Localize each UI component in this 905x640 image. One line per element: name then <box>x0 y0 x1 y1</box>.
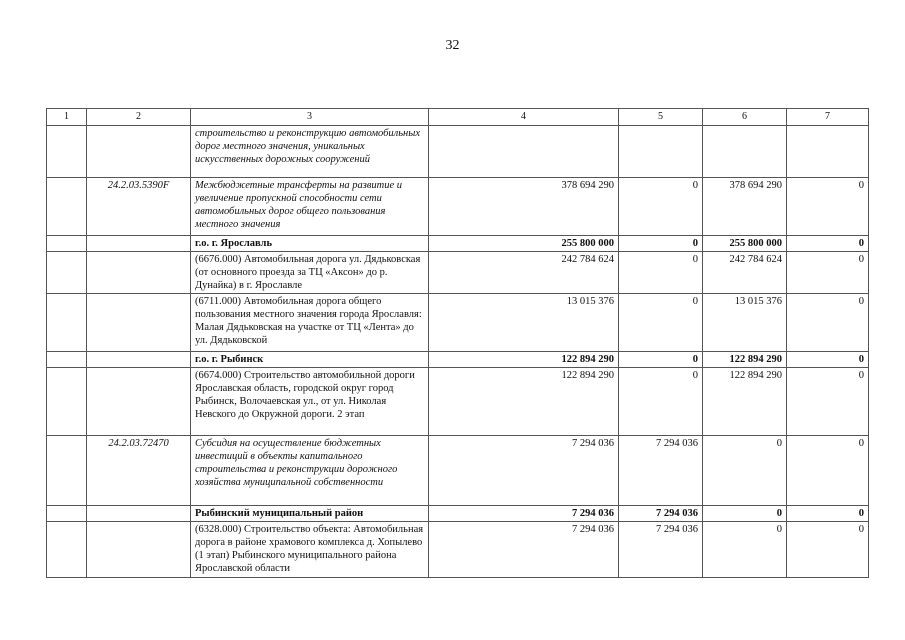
table-header-row <box>47 109 869 126</box>
column-header: 6 <box>703 109 787 126</box>
description-cell: г.о. г. Рыбинск <box>191 352 429 368</box>
amount-cell: 0 <box>619 236 703 252</box>
description-cell: (6711.000) Автомобильная дорога общего пользования местного значения города Ярославля: Малая Дядьковская на участке от ТЦ «Лента» до ул. Дядьковской <box>191 294 429 352</box>
row-index-cell <box>47 368 87 436</box>
amount-cell: 0 <box>787 352 869 368</box>
row-index-cell <box>47 506 87 522</box>
row-index-cell <box>47 178 87 236</box>
amount-cell <box>429 126 619 178</box>
table-row <box>47 294 869 352</box>
table-row <box>47 506 869 522</box>
amount-cell: 13 015 376 <box>703 294 787 352</box>
table-row <box>47 522 869 578</box>
amount-cell: 255 800 000 <box>429 236 619 252</box>
amount-cell <box>787 126 869 178</box>
table-row <box>47 368 869 436</box>
amount-cell: 122 894 290 <box>429 368 619 436</box>
budget-table <box>46 108 869 578</box>
amount-cell: 255 800 000 <box>703 236 787 252</box>
amount-cell: 0 <box>787 506 869 522</box>
amount-cell: 7 294 036 <box>619 522 703 578</box>
amount-cell: 0 <box>619 294 703 352</box>
amount-cell: 7 294 036 <box>619 506 703 522</box>
amount-cell: 0 <box>787 236 869 252</box>
code-cell <box>87 126 191 178</box>
amount-cell: 7 294 036 <box>619 436 703 506</box>
code-cell <box>87 294 191 352</box>
column-header: 4 <box>429 109 619 126</box>
code-cell <box>87 352 191 368</box>
amount-cell: 0 <box>787 368 869 436</box>
description-cell: Межбюджетные трансферты на развитие и увеличение пропускной способности сети автомобильных дорог общего пользования местного значения <box>191 178 429 236</box>
table-row <box>47 178 869 236</box>
table-row <box>47 352 869 368</box>
table-row <box>47 436 869 506</box>
amount-cell: 0 <box>619 352 703 368</box>
code-cell <box>87 368 191 436</box>
amount-cell: 378 694 290 <box>703 178 787 236</box>
description-cell: (6676.000) Автомобильная дорога ул. Дядьковская (от основного проезда за ТЦ «Аксон» до р. Дунайка) в г. Ярославле <box>191 252 429 294</box>
amount-cell: 0 <box>619 178 703 236</box>
description-cell: строительство и реконструкцию автомобильных дорог местного значения, уникальных искусственных дорожных сооружений <box>191 126 429 178</box>
amount-cell: 0 <box>787 252 869 294</box>
row-index-cell <box>47 522 87 578</box>
row-index-cell <box>47 252 87 294</box>
code-cell <box>87 522 191 578</box>
amount-cell: 0 <box>787 294 869 352</box>
page-number: 32 <box>445 38 460 53</box>
amount-cell: 242 784 624 <box>703 252 787 294</box>
description-cell: (6674.000) Строительство автомобильной дороги Ярославская область, городской округ город Рыбинск, Волочаевская ул., от ул. Николая Невского до Окружной дороги. 2 этап <box>191 368 429 436</box>
amount-cell: 122 894 290 <box>703 352 787 368</box>
description-cell: Субсидия на осуществление бюджетных инвестиций в объекты капитального строительства и реконструкции дорожного хозяйства муниципальной собственности <box>191 436 429 506</box>
amount-cell: 7 294 036 <box>429 522 619 578</box>
column-header: 2 <box>87 109 191 126</box>
amount-cell <box>703 126 787 178</box>
code-cell <box>87 252 191 294</box>
amount-cell: 0 <box>703 522 787 578</box>
column-header: 3 <box>191 109 429 126</box>
row-index-cell <box>47 236 87 252</box>
amount-cell: 7 294 036 <box>429 506 619 522</box>
description-cell: Рыбинский муниципальный район <box>191 506 429 522</box>
amount-cell: 0 <box>703 436 787 506</box>
amount-cell: 0 <box>703 506 787 522</box>
table-row <box>47 252 869 294</box>
amount-cell: 0 <box>787 436 869 506</box>
column-header: 1 <box>47 109 87 126</box>
column-header: 5 <box>619 109 703 126</box>
row-index-cell <box>47 352 87 368</box>
amount-cell: 0 <box>619 252 703 294</box>
table-row <box>47 126 869 178</box>
description-cell: г.о. г. Ярославль <box>191 236 429 252</box>
amount-cell: 0 <box>787 522 869 578</box>
table-row <box>47 236 869 252</box>
row-index-cell <box>47 436 87 506</box>
amount-cell: 7 294 036 <box>429 436 619 506</box>
amount-cell: 378 694 290 <box>429 178 619 236</box>
amount-cell: 242 784 624 <box>429 252 619 294</box>
amount-cell: 122 894 290 <box>429 352 619 368</box>
amount-cell: 13 015 376 <box>429 294 619 352</box>
amount-cell: 0 <box>787 178 869 236</box>
amount-cell: 122 894 290 <box>703 368 787 436</box>
description-cell: (6328.000) Строительство объекта: Автомобильная дорога в районе храмового комплекса д. Хопылево (1 этап) Рыбинского муниципального района Ярославской области <box>191 522 429 578</box>
amount-cell <box>619 126 703 178</box>
code-cell: 24.2.03.5390F <box>87 178 191 236</box>
amount-cell: 0 <box>619 368 703 436</box>
row-index-cell <box>47 294 87 352</box>
code-cell <box>87 236 191 252</box>
code-cell <box>87 506 191 522</box>
code-cell: 24.2.03.72470 <box>87 436 191 506</box>
row-index-cell <box>47 126 87 178</box>
column-header: 7 <box>787 109 869 126</box>
